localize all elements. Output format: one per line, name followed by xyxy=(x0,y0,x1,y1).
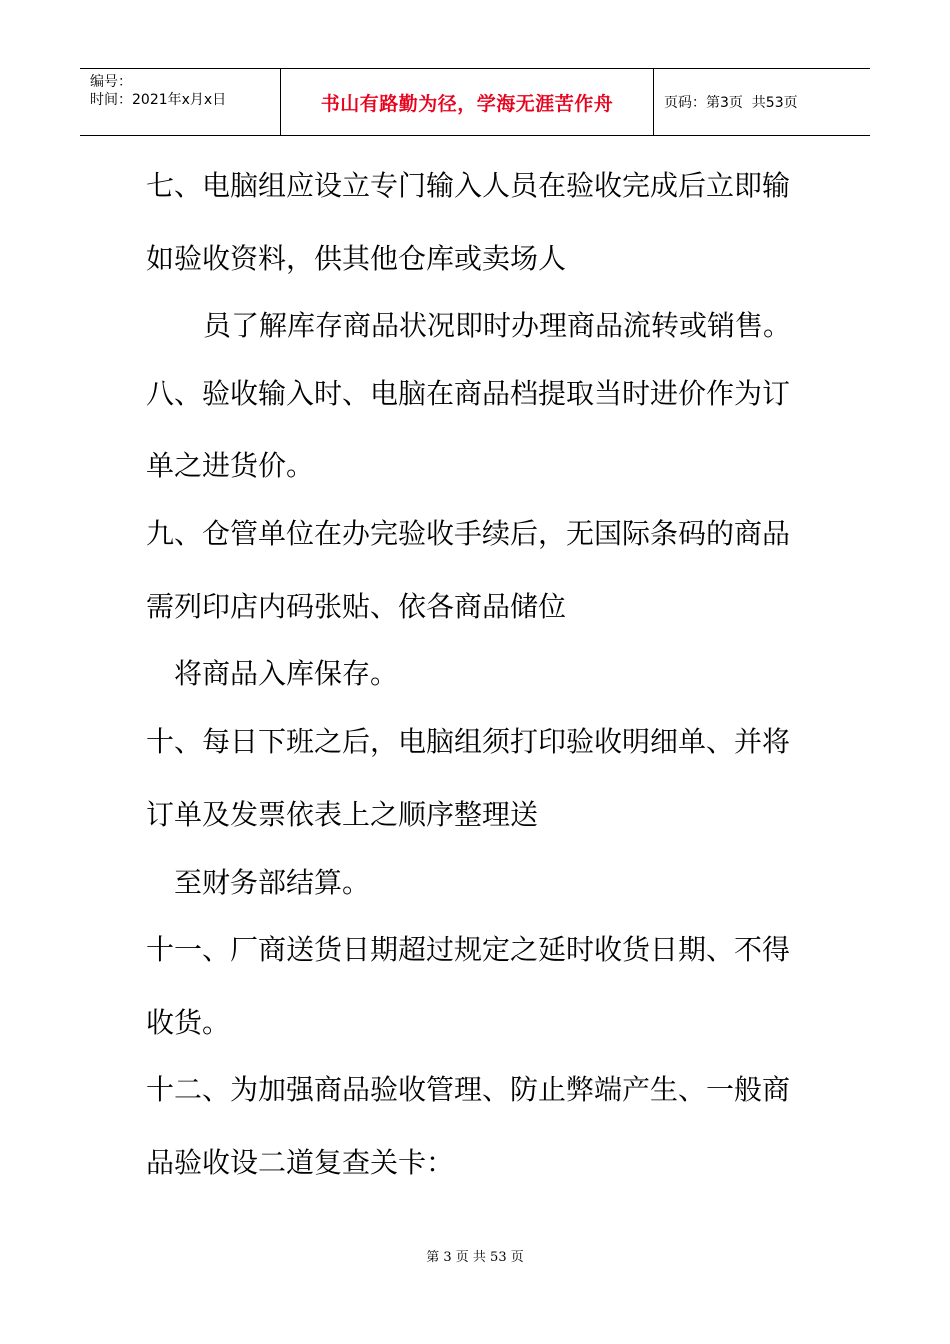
body-line: 九、仓管单位在办完验收手续后，无国际条码的商品 xyxy=(146,517,791,550)
body-line: 单之进货价。 xyxy=(146,449,315,482)
body-line: 需列印店内码张贴、依各商品储位 xyxy=(146,590,567,623)
body-line: 如验收资料，供其他仓库或卖场人 xyxy=(146,242,567,275)
document-date: 时间：2021年x月x日 xyxy=(90,92,227,108)
body-line: 员了解库存商品状况即时办理商品流转或销售。 xyxy=(203,309,792,342)
header-page-info: 页码：第3页 共53页 xyxy=(664,95,798,111)
body-line: 品验收设二道复查关卡： xyxy=(146,1146,455,1179)
body-line: 十二、为加强商品验收管理、防止弊端产生、一般商 xyxy=(146,1073,791,1106)
body-line: 十一、厂商送货日期超过规定之延时收货日期、不得 xyxy=(146,933,791,966)
body-line: 将商品入库保存。 xyxy=(174,657,399,690)
body-line: 收货。 xyxy=(146,1006,231,1039)
body-line: 订单及发票依表上之顺序整理送 xyxy=(146,798,539,831)
body-line: 至财务部结算。 xyxy=(174,866,371,899)
page-footer: 第 3 页 共 53 页 xyxy=(426,1250,524,1265)
body-line: 八、验收输入时、电脑在商品档提取当时进价作为订 xyxy=(146,377,791,410)
header-motto: 书山有路勤为径，学海无涯苦作舟 xyxy=(320,92,614,115)
body-line: 七、电脑组应设立专门输入人员在验收完成后立即输 xyxy=(146,169,791,202)
document-code-label: 编号： xyxy=(90,74,132,90)
header-meta-cell xyxy=(80,69,281,135)
document-header xyxy=(80,68,870,136)
body-line: 十、每日下班之后，电脑组须打印验收明细单、并将 xyxy=(146,725,791,758)
header-motto-cell xyxy=(281,69,654,135)
